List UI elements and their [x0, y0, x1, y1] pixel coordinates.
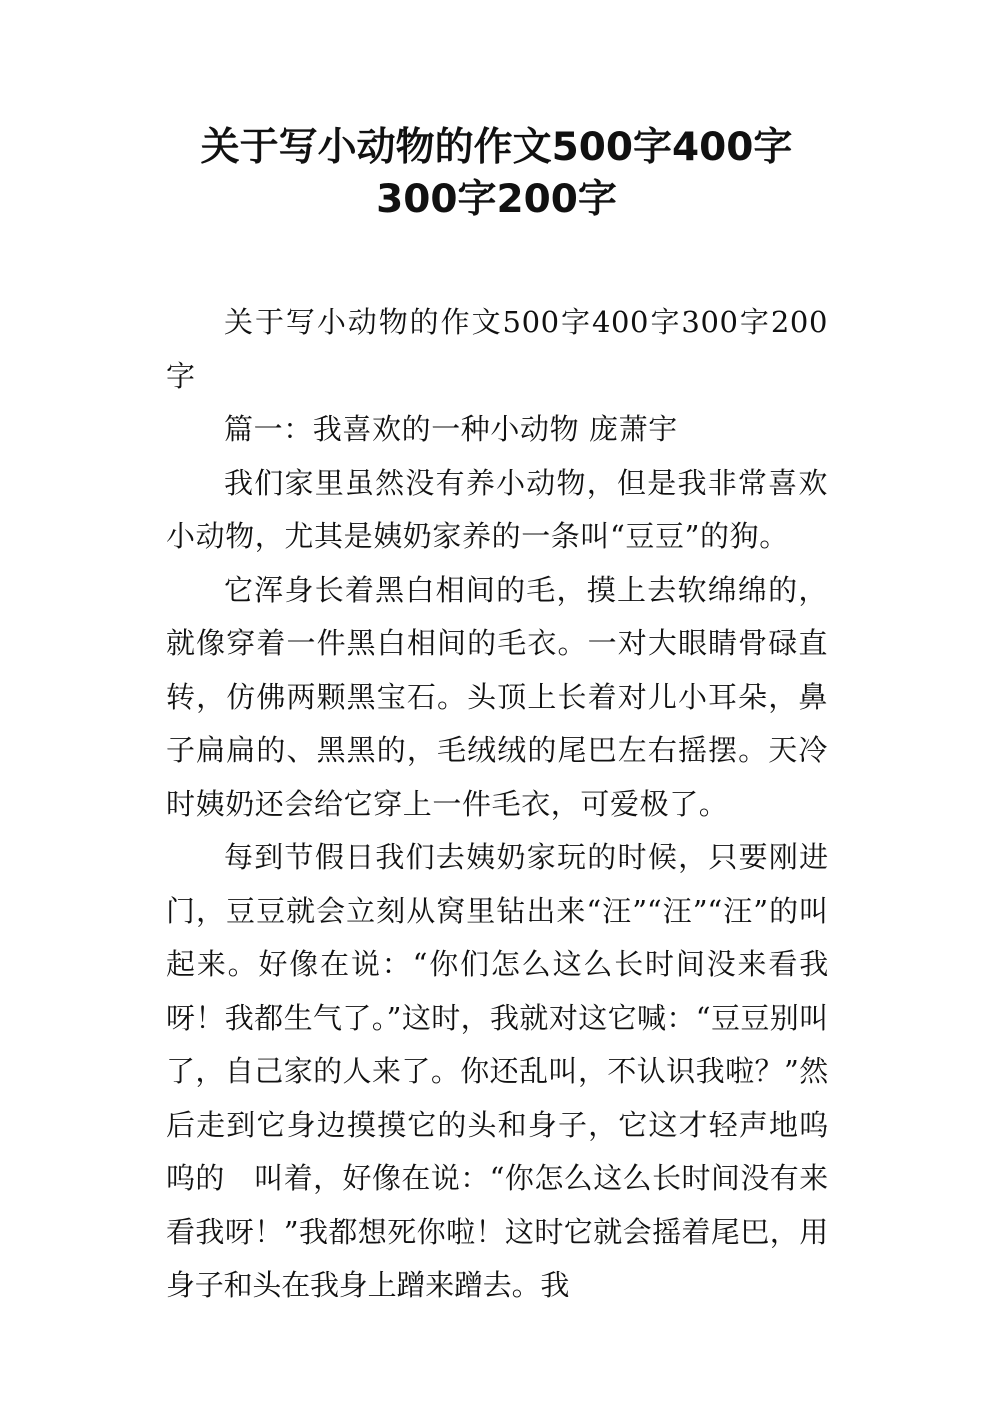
- document-title-line-2: 300字200字: [376, 177, 617, 222]
- document-body: [166, 296, 828, 1313]
- paragraph-intro: 我们家里虽然没有养小动物，但是我非常喜欢小动物，尤其是姨奶家养的一条叫“豆豆”的狗。: [166, 465, 828, 553]
- paragraph-appearance: 它浑身长着黑白相间的毛，摸上去软绵绵的，就像穿着一件黑白相间的毛衣。一对大眼睛骨碌直转，仿佛两颗黑宝石。头顶上长着对儿小耳朵，鼻子扁扁的、黑黑的，毛绒绒的尾巴左右摇摆。天冷时姨奶还会给它穿上一件毛衣，可爱极了。: [166, 572, 828, 821]
- document-title: [120, 122, 873, 226]
- paragraph-subtitle: 关于写小动物的作文500字400字300字200字: [166, 305, 828, 393]
- paragraph-visit: 每到节假日我们去姨奶家玩的时候，只要刚进门，豆豆就会立刻从窝里钻出来“汪”“汪”“汪”的叫起来。好像在说：“你们怎么这么长时间没来看我呀！我都生气了。”这时，我就对这它喊：“豆豆别叫了，自己家的人来了。你还乱叫，不认识我啦？”然后走到它身边摸摸它的头和身子，它这才轻声地呜呜的 叫着，好像在说：“你怎么这么长时间没有来看我呀！”我都想死你啦！这时它就会摇着尾巴，用身子和头在我身上蹭来蹭去。我: [166, 840, 828, 1302]
- document-title-line-1: 关于写小动物的作文500字400字: [200, 125, 793, 170]
- paragraph-section-heading: 篇一：我喜欢的一种小动物 庞萧宇: [224, 412, 678, 446]
